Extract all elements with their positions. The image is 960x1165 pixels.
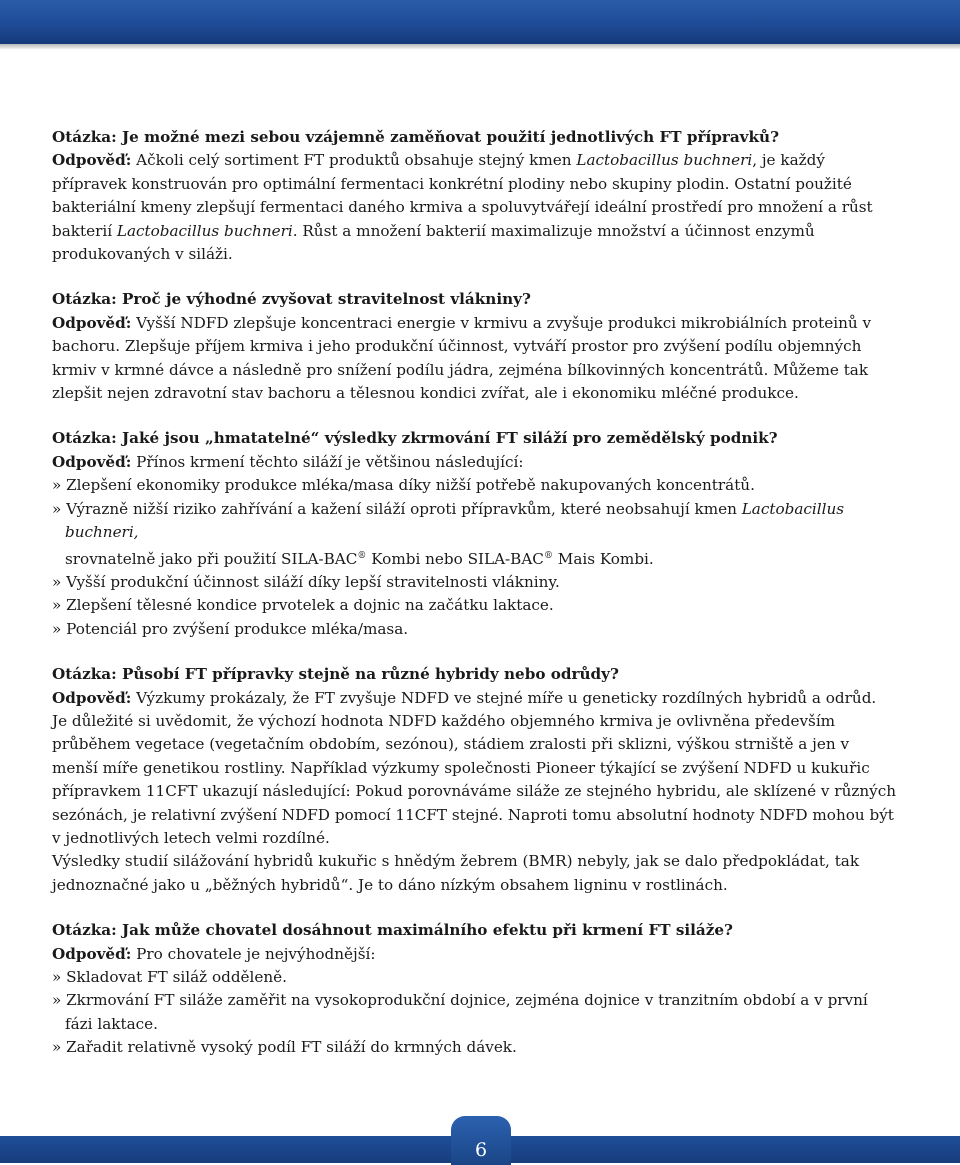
species-name: Lactobacillus buchneri bbox=[116, 221, 293, 240]
list-item: » Zlepšení ekonomiky produkce mléka/masa díky nižší potřebě nakupovaných koncentrátů. bbox=[52, 476, 755, 495]
question-heading: Otázka: Jaké jsou „hmatatelné“ výsledky zkrmování FT siláží pro zemědělský podnik? bbox=[52, 429, 778, 448]
answer-paragraph bbox=[52, 149, 896, 266]
species-name: Lactobacillus buchneri, bbox=[65, 499, 845, 542]
question-heading: Otázka: Proč je výhodné zvyšovat stravitelnost vlákniny? bbox=[52, 290, 531, 309]
list-item: » Zařadit relativně vysoký podíl FT siláží do krmných dávek. bbox=[52, 1038, 517, 1057]
species-name: Lactobacillus buchneri bbox=[576, 151, 753, 170]
registered-mark: ® bbox=[357, 550, 367, 561]
list-item bbox=[52, 498, 896, 571]
answer-text: , je každý přípravek konstruován pro optimální fermentaci konkrétní plodiny nebo skupiny plodin. Ostatní použité bakteriální kmeny zlepšují fermentaci daného krmiva a spoluvytvářejí ideální prostředí pro množení a růst bakterií bbox=[52, 151, 873, 240]
answer-paragraph bbox=[52, 687, 896, 851]
answer-label: Odpověď: bbox=[52, 313, 132, 332]
answer-label: Odpověď: bbox=[52, 452, 132, 471]
answer-label: Odpověď: bbox=[52, 151, 132, 170]
answer-text: Pro chovatele je nejvýhodnější: bbox=[131, 944, 376, 963]
page-number-tab bbox=[451, 1116, 511, 1165]
answer-label: Odpověď: bbox=[52, 688, 132, 707]
answer-text: Přínos krmení těchto siláží je většinou následující: bbox=[131, 452, 524, 471]
answer-paragraph bbox=[52, 943, 896, 966]
question-heading: Otázka: Jak může chovatel dosáhnout maximálního efektu při krmení FT siláže? bbox=[52, 921, 733, 940]
answer-text: . Růst a množení bakterií maximalizuje množství a účinnost enzymů produkovaných v siláži. bbox=[52, 221, 815, 264]
qa-section-2 bbox=[52, 288, 896, 405]
question-heading: Otázka: Působí FT přípravky stejně na různé hybridy nebo odrůdy? bbox=[52, 665, 619, 684]
qa-section-1 bbox=[52, 126, 896, 266]
answer-paragraph-extra: Výsledky studií silážování hybridů kukuřic s hnědým žebrem (BMR) nebyly, jak se dalo předpokládat, tak jednoznačné jako u „běžných hybridů“. Je to dáno nízkým obsahem ligninu v rostlinách. bbox=[52, 852, 860, 894]
list-item-text: srovnatelně jako při použití SILA-BAC bbox=[65, 549, 358, 568]
qa-section-4 bbox=[52, 663, 896, 897]
answer-text: Výzkumy prokázaly, že FT zvyšuje NDFD ve stejné míře u geneticky rozdílných hybridů a odrůd. Je důležité si uvědomit, že výchozí hodnota NDFD každého objemného krmiva je ovlivněna především průběhem vegetace (vegetačním obdobím, sezónou), stádiem zralosti při sklizni, výškou strniště a jen v menší míře genetikou rostliny. Například výzkumy společnosti Pioneer týkající se zvýšení NDFD u kukuřic přípravkem 11CFT ukazují následující: Pokud porovnáváme siláže ze stejného hybridu, ale sklízené v různých sezónách, je relativní zvýšení NDFD pomocí 11CFT stejné. Naproti tomu absolutní hodnoty NDFD mohou být v jednotlivých letech velmi rozdílné. bbox=[52, 688, 897, 848]
list-item-text: Mais Kombi. bbox=[552, 549, 654, 568]
document-body bbox=[52, 126, 896, 1082]
answer-text: Vyšší NDFD zlepšuje koncentraci energie v krmivu a zvyšuje produkci mikrobiálních proteinů v bachoru. Zlepšuje příjem krmiva i jeho produkční účinnost, vytváří prostor pro zvýšení podílu objemných krmiv v krmné dávce a následně pro snížení podílu jádra, zejména bílkovinných koncentrátů. Můžeme tak zlepšit nejen zdravotní stav bachoru a tělesnou kondici zvířat, ale i ekonomiku mléčné produkce. bbox=[52, 313, 872, 403]
list-item: » Vyšší produkční účinnost siláží díky lepší stravitelnosti vlákniny. bbox=[52, 572, 560, 591]
list-item-text: » Výrazně nižší riziko zahřívání a kažení siláží oproti přípravkům, které neobsahují kmen bbox=[52, 499, 742, 518]
answer-label: Odpověď: bbox=[52, 944, 132, 963]
answer-paragraph bbox=[52, 312, 896, 406]
list-item: » Potenciál pro zvýšení produkce mléka/masa. bbox=[52, 619, 409, 638]
list-item: » Zkrmování FT siláže zaměřit na vysokoprodukční dojnice, zejména dojnice v tranzitním období a v první fázi laktace. bbox=[52, 991, 868, 1033]
answer-text: Ačkoli celý sortiment FT produktů obsahuje stejný kmen bbox=[131, 151, 577, 170]
question-heading: Otázka: Je možné mezi sebou vzájemně zaměňovat použití jednotlivých FT přípravků? bbox=[52, 128, 779, 146]
header-bar bbox=[0, 0, 960, 44]
list-item: » Skladovat FT siláž odděleně. bbox=[52, 968, 287, 987]
qa-section-3 bbox=[52, 427, 896, 641]
answer-paragraph bbox=[52, 451, 896, 474]
list-item-text: Kombi nebo SILA-BAC bbox=[366, 549, 544, 568]
registered-mark: ® bbox=[543, 550, 553, 561]
page-number: 6 bbox=[474, 1139, 488, 1161]
qa-section-5 bbox=[52, 919, 896, 1059]
list-item: » Zlepšení tělesné kondice prvotelek a dojnic na začátku laktace. bbox=[52, 596, 554, 615]
